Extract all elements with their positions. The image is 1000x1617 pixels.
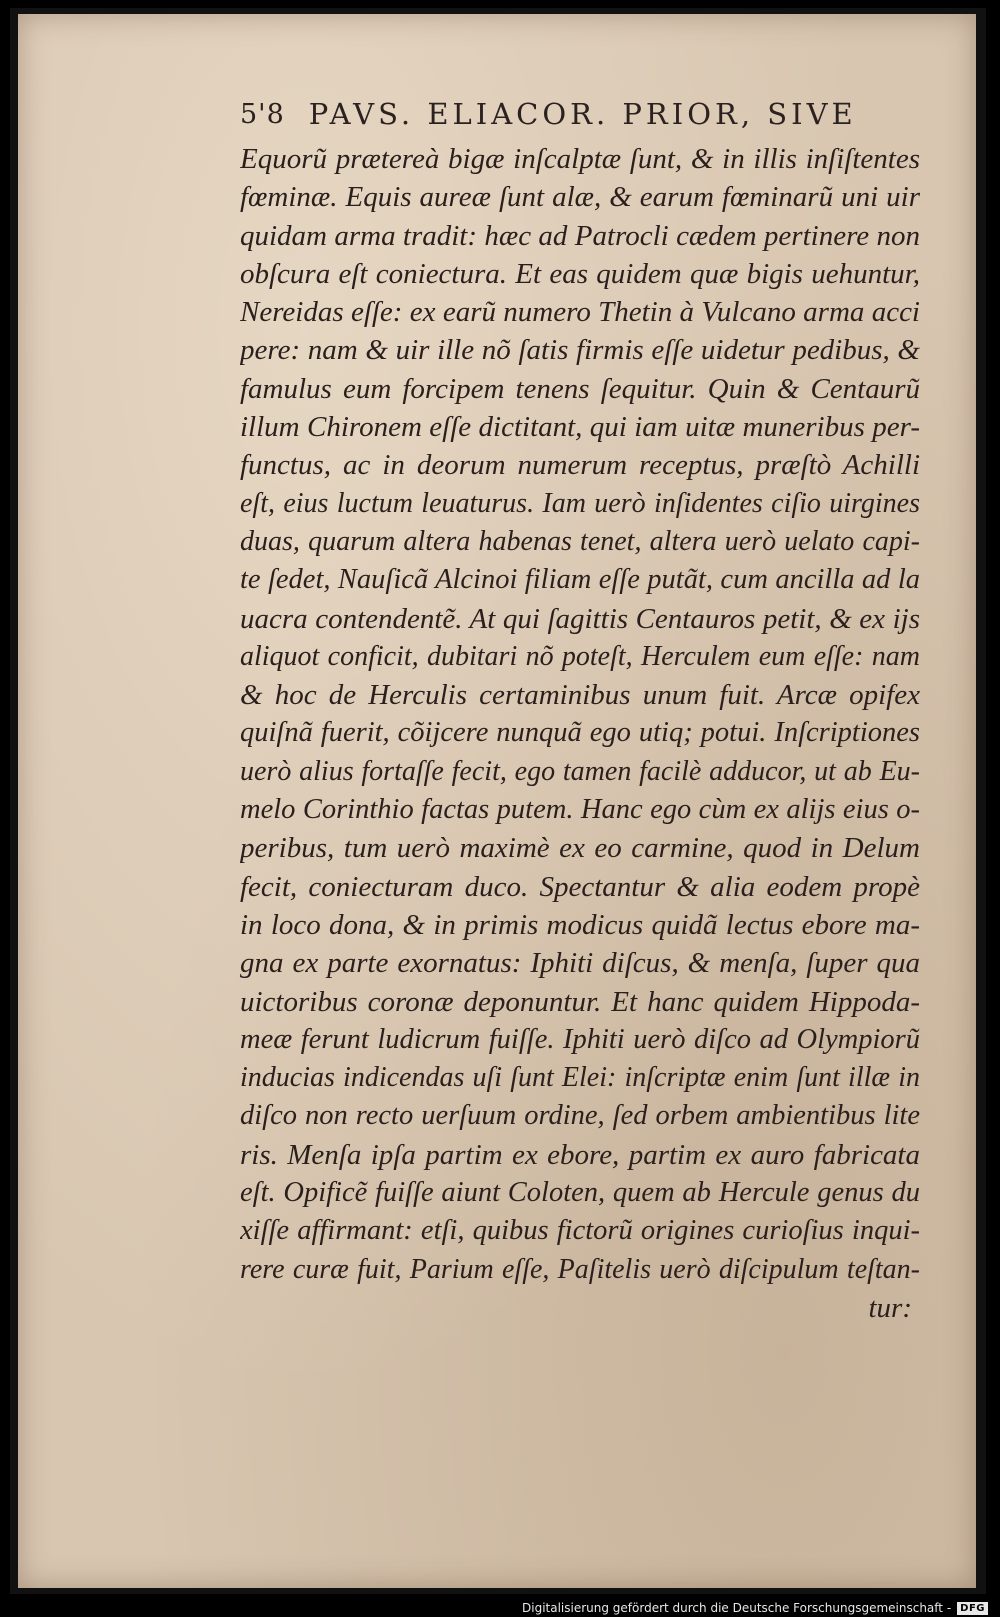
text-line: diſco non recto uerſuum ordine, ſed orbem ambientibus lite [240,1100,920,1132]
text-line: Nereidas eſſe: ex earũ numero Thetin à Vulcano arma acci [240,296,920,329]
text-line: te ſedet, Nauſicã Alcinoi filiam eſſe putãt, cum ancilla ad la [240,564,920,596]
text-line: quiſnã fuerit, cõijcere nunquã ego utiq; potui. Inſcriptiones [240,717,920,749]
text-line: pere: nam & uir ille nõ ſatis firmis eſſe uidetur pedibus, & [240,334,920,367]
text-line: & hoc de Herculis certaminibus unum fuit. Arcæ opifex [240,679,920,712]
text-line: rere curæ fuit, Parium eſſe, Paſitelis uerò diſcipulum teſtan- [240,1253,920,1285]
text-line: eſt. Opificẽ fuiſſe aiunt Coloten, quem ab Hercule genus du [240,1177,920,1209]
running-header [240,92,920,136]
text-line: uacra contendentẽ. At qui ſagittis Centauros petit, & ex ijs [240,602,920,635]
body-text [240,140,920,1327]
text-line: in loco dona, & in primis modicus quidã lectus ebore ma- [240,908,920,941]
text-line: gna ex parte exornatus: Iphiti diſcus, & menſa, ſuper qua [240,947,920,980]
text-line: illum Chironem eſſe dictitant, qui iam uitæ muneribus per- [240,411,920,444]
text-line: meæ ferunt ludicrum fuiſſe. Iphiti uerò diſco ad Olympiorũ [240,1023,920,1055]
text-line: Equorũ prætereà bigæ inſcalptæ ſunt, & in illis inſiſtentes [240,143,920,175]
text-line: quidam arma tradit: hæc ad Patrocli cædem pertinere non [240,219,920,252]
running-title: PAVS. ELIACOR. PRIOR, SIVE [308,97,857,131]
text-line: fecit, coniecturam duco. Spectantur & alia eodem propè [240,870,920,903]
text-line: peribus, tum uerò maximè ex eo carmine, quod in Delum [240,832,920,865]
text-line: uictoribus coronæ deponuntur. Et hanc quidem Hippoda- [240,985,920,1018]
text-line: fœminæ. Equis aureæ ſunt alæ, & earum fœminarũ uni uir [240,181,920,214]
text-line: aliquot conficit, dubitari nõ poteſt, Herculem eum eſſe: nam [240,640,920,672]
text-line: eſt, eius luctum leuaturus. Iam uerò inſidentes ciſio uirgines [240,487,920,519]
text-line: inducias indicendas uſi ſunt Elei: inſcriptæ enim ſunt illæ in [240,1062,920,1094]
digitization-credit [522,1601,988,1615]
text-line: duas, quarum altera habenas tenet, altera uerò uelato capi- [240,525,920,557]
text-line: uerò alius fortaſſe fecit, ego tamen facilè adducor, ut ab Eu- [240,755,920,787]
text-line: famulus eum forcipem tenens ſequitur. Quin & Centaurũ [240,372,920,405]
page-number: 5'8 [240,98,285,130]
text-line: ris. Menſa ipſa partim ex ebore, partim ex auro fabricata [240,1138,920,1171]
dfg-logo: DFG [957,1602,988,1615]
catchword: tur: [868,1291,912,1324]
credit-text: Digitalisierung gefördert durch die Deutsche Forschungsgemeinschaft - [522,1601,952,1615]
text-line: functus, ac in deorum numerum receptus, præſtò Achilli [240,449,920,482]
text-line: obſcura eſt coniectura. Et eas quidem quæ bigis uehuntur, [240,257,920,290]
text-line: melo Corinthio factas putem. Hanc ego cùm ex alijs eius o- [240,794,920,826]
text-line: xiſſe affirmant: etſi, quibus fictorũ origines curioſius inqui- [240,1215,920,1247]
